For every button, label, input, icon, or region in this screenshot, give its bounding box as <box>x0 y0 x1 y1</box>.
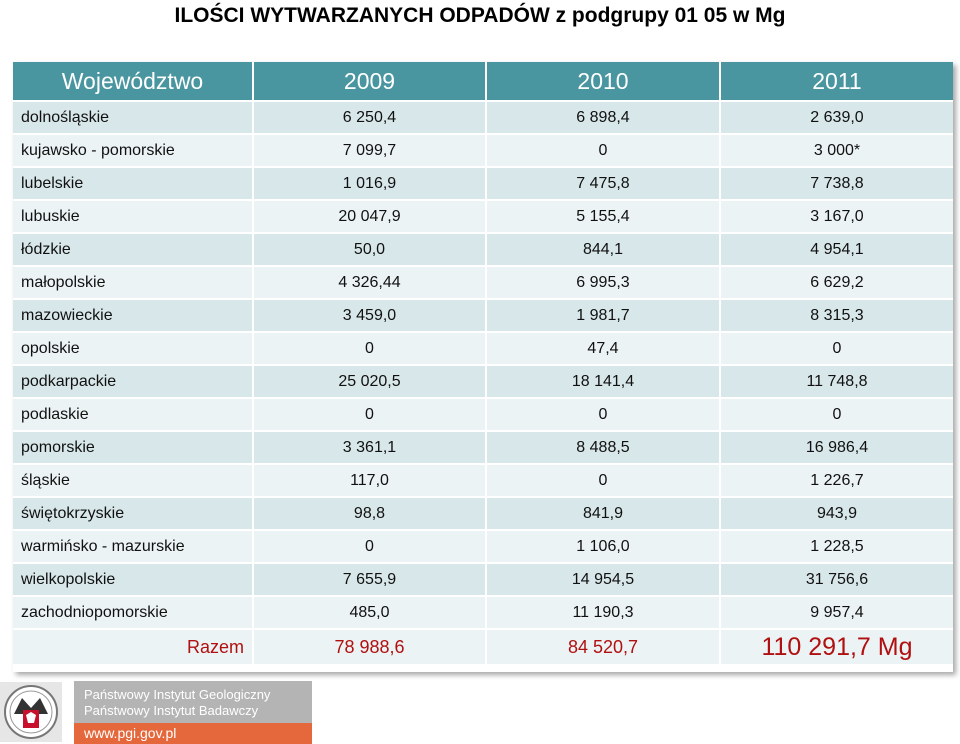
cell-2010: 18 141,4 <box>486 365 720 398</box>
cell-2011: 1 228,5 <box>720 530 953 563</box>
cell-2010: 11 190,3 <box>486 596 720 629</box>
pgi-logo-icon <box>0 682 62 742</box>
cell-2009: 6 250,4 <box>253 101 486 134</box>
cell-2010: 5 155,4 <box>486 200 720 233</box>
header-2010: 2010 <box>486 62 720 101</box>
cell-2010: 1 106,0 <box>486 530 720 563</box>
table-row <box>13 332 953 365</box>
cell-2011: 6 629,2 <box>720 266 953 299</box>
cell-voivodeship: śląskie <box>13 464 253 497</box>
cell-2011: 0 <box>720 398 953 431</box>
cell-2010: 0 <box>486 134 720 167</box>
cell-voivodeship: małopolskie <box>13 266 253 299</box>
waste-table <box>13 62 953 666</box>
waste-table-container <box>13 62 953 672</box>
cell-2011: 3 167,0 <box>720 200 953 233</box>
cell-2010: 0 <box>486 398 720 431</box>
cell-voivodeship: świętokrzyskie <box>13 497 253 530</box>
cell-2009: 3 361,1 <box>253 431 486 464</box>
cell-2011: 9 957,4 <box>720 596 953 629</box>
cell-2011: 0 <box>720 332 953 365</box>
table-row <box>13 365 953 398</box>
cell-voivodeship: podkarpackie <box>13 365 253 398</box>
total-2010: 84 520,7 <box>486 629 720 665</box>
cell-voivodeship: pomorskie <box>13 431 253 464</box>
cell-voivodeship: lubelskie <box>13 167 253 200</box>
cell-2009: 0 <box>253 530 486 563</box>
cell-voivodeship: wielkopolskie <box>13 563 253 596</box>
cell-voivodeship: zachodniopomorskie <box>13 596 253 629</box>
cell-2009: 0 <box>253 398 486 431</box>
cell-2011: 4 954,1 <box>720 233 953 266</box>
total-label: Razem <box>13 629 253 665</box>
table-row <box>13 464 953 497</box>
cell-2009: 4 326,44 <box>253 266 486 299</box>
table-row <box>13 497 953 530</box>
header-2011: 2011 <box>720 62 953 101</box>
cell-2009: 0 <box>253 332 486 365</box>
cell-2010: 841,9 <box>486 497 720 530</box>
cell-2010: 6 898,4 <box>486 101 720 134</box>
total-2009: 78 988,6 <box>253 629 486 665</box>
cell-2010: 0 <box>486 464 720 497</box>
table-header-row <box>13 62 953 101</box>
cell-2009: 117,0 <box>253 464 486 497</box>
total-2011: 110 291,7 Mg <box>720 629 953 665</box>
cell-2011: 11 748,8 <box>720 365 953 398</box>
table-row <box>13 200 953 233</box>
cell-2009: 20 047,9 <box>253 200 486 233</box>
cell-2009: 1 016,9 <box>253 167 486 200</box>
cell-2010: 844,1 <box>486 233 720 266</box>
table-row <box>13 563 953 596</box>
institute-banner <box>74 681 312 744</box>
table-row <box>13 134 953 167</box>
cell-2011: 31 756,6 <box>720 563 953 596</box>
table-row <box>13 233 953 266</box>
cell-2010: 14 954,5 <box>486 563 720 596</box>
table-row <box>13 167 953 200</box>
table-row <box>13 266 953 299</box>
footer <box>0 678 960 744</box>
institute-name-line1: Państwowy Instytut Geologiczny <box>84 687 271 702</box>
cell-voivodeship: podlaskie <box>13 398 253 431</box>
cell-2009: 485,0 <box>253 596 486 629</box>
table-row <box>13 101 953 134</box>
table-row <box>13 530 953 563</box>
cell-2009: 50,0 <box>253 233 486 266</box>
cell-voivodeship: mazowieckie <box>13 299 253 332</box>
cell-2009: 25 020,5 <box>253 365 486 398</box>
cell-2011: 1 226,7 <box>720 464 953 497</box>
cell-2011: 2 639,0 <box>720 101 953 134</box>
table-row <box>13 398 953 431</box>
cell-voivodeship: warmińsko - mazurskie <box>13 530 253 563</box>
cell-2011: 7 738,8 <box>720 167 953 200</box>
cell-voivodeship: kujawsko - pomorskie <box>13 134 253 167</box>
institute-url-link[interactable]: www.pgi.gov.pl <box>74 723 312 744</box>
cell-2009: 98,8 <box>253 497 486 530</box>
total-row <box>13 629 953 665</box>
cell-2010: 1 981,7 <box>486 299 720 332</box>
table-row <box>13 596 953 629</box>
cell-2010: 47,4 <box>486 332 720 365</box>
cell-2010: 7 475,8 <box>486 167 720 200</box>
cell-2011: 3 000* <box>720 134 953 167</box>
cell-2010: 6 995,3 <box>486 266 720 299</box>
header-2009: 2009 <box>253 62 486 101</box>
institute-name-line2: Państwowy Instytut Badawczy <box>84 703 259 718</box>
cell-2011: 943,9 <box>720 497 953 530</box>
table-row <box>13 431 953 464</box>
cell-2009: 7 099,7 <box>253 134 486 167</box>
cell-2010: 8 488,5 <box>486 431 720 464</box>
cell-2009: 7 655,9 <box>253 563 486 596</box>
header-voivodeship: Województwo <box>13 62 253 101</box>
cell-voivodeship: opolskie <box>13 332 253 365</box>
cell-voivodeship: dolnośląskie <box>13 101 253 134</box>
cell-voivodeship: lubuskie <box>13 200 253 233</box>
table-row <box>13 299 953 332</box>
cell-2009: 3 459,0 <box>253 299 486 332</box>
cell-2011: 16 986,4 <box>720 431 953 464</box>
cell-voivodeship: łódzkie <box>13 233 253 266</box>
page-title: ILOŚCI WYTWARZANYCH ODPADÓW z podgrupy 01 05 w Mg <box>174 4 786 27</box>
cell-2011: 8 315,3 <box>720 299 953 332</box>
